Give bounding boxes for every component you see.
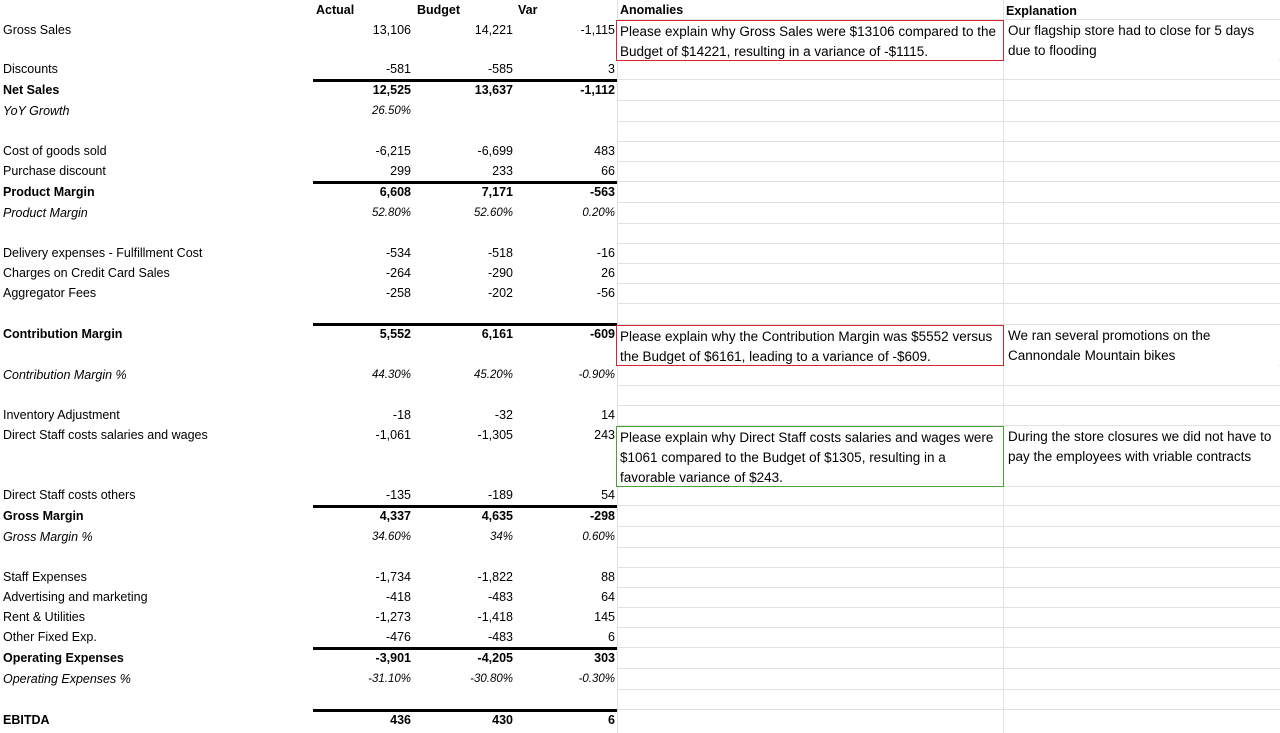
anomaly-note-contribution-margin[interactable]: Please explain why the Contribution Margin was $5552 versus the Budget of $6161, leading to a variance of -$609. (616, 325, 1004, 366)
var-cell[interactable]: -298 (589, 509, 615, 523)
grid-line (617, 202, 1280, 203)
budget-cell[interactable]: -4,205 (477, 651, 513, 665)
actual-cell[interactable]: -31.10% (368, 673, 411, 685)
actual-cell[interactable]: -1,061 (375, 428, 411, 442)
header-var: Var (518, 3, 538, 17)
explanation-gross-sales[interactable]: Our flagship store had to close for 5 days due to flooding (1005, 21, 1279, 61)
header-budget: Budget (417, 3, 461, 17)
actual-cell[interactable]: 299 (390, 164, 411, 178)
actual-cell[interactable]: -258 (385, 286, 411, 300)
budget-cell[interactable]: -1,305 (477, 428, 513, 442)
budget-cell[interactable]: 7,171 (481, 185, 513, 199)
actual-cell[interactable]: -264 (385, 266, 411, 280)
row-label[interactable]: Delivery expenses - Fulfillment Cost (3, 246, 203, 260)
actual-cell[interactable]: 44.30% (371, 369, 411, 381)
var-cell[interactable]: -0.90% (578, 369, 615, 381)
grid-line (617, 121, 1280, 122)
actual-cell[interactable]: -476 (385, 630, 411, 644)
explanation-contribution-margin[interactable]: We ran several promotions on the Cannondale Mountain bikes (1005, 326, 1279, 366)
grid-line (617, 647, 1280, 648)
grid-line (617, 100, 1280, 101)
row-label[interactable]: Contribution Margin % (3, 368, 127, 382)
grid-line (617, 181, 1280, 182)
budget-cell[interactable]: -518 (487, 246, 513, 260)
grid-line (617, 263, 1280, 264)
budget-cell[interactable]: 4,635 (481, 509, 513, 523)
var-cell[interactable]: -1,112 (580, 83, 615, 97)
actual-cell[interactable]: 5,552 (379, 327, 411, 341)
grid-line (617, 567, 1280, 568)
row-label[interactable]: Direct Staff costs others (3, 488, 136, 502)
row-label[interactable]: Aggregator Fees (3, 286, 97, 300)
var-cell[interactable]: 66 (601, 164, 615, 178)
budget-cell[interactable]: -1,822 (477, 570, 513, 584)
grid-line (617, 689, 1280, 690)
budget-cell[interactable]: -30.80% (470, 673, 513, 685)
grid-line (617, 709, 1280, 710)
budget-cell[interactable]: 14,221 (474, 23, 513, 37)
grid-line (617, 79, 1280, 80)
var-cell[interactable]: 64 (601, 590, 615, 604)
row-label[interactable]: Direct Staff costs salaries and wages (3, 428, 208, 442)
var-cell[interactable]: 54 (601, 488, 615, 502)
grid-line (617, 607, 1280, 608)
actual-cell[interactable]: 52.80% (371, 207, 411, 219)
anomaly-note-gross-sales[interactable]: Please explain why Gross Sales were $13106 compared to the Budget of $14221, resulting in a variance of -$1115. (616, 20, 1004, 61)
budget-cell[interactable]: 430 (492, 713, 513, 727)
actual-cell[interactable]: -6,215 (375, 144, 411, 158)
row-label[interactable]: Gross Margin % (3, 530, 93, 544)
budget-cell[interactable]: -6,699 (477, 144, 513, 158)
actual-cell[interactable]: 13,106 (372, 23, 411, 37)
budget-cell[interactable]: 34% (489, 531, 513, 543)
var-cell[interactable]: 6 (608, 713, 615, 727)
budget-cell[interactable]: 6,161 (481, 327, 513, 341)
grid-col-divider (1003, 0, 1004, 733)
budget-cell[interactable]: -585 (487, 62, 513, 76)
var-cell[interactable]: 145 (594, 610, 615, 624)
var-cell[interactable]: 14 (601, 408, 615, 422)
anomaly-note-direct-staff-costs[interactable]: Please explain why Direct Staff costs salaries and wages were $1061 compared to the Budget of $1305, resulting in a favorable variance of $243. (616, 426, 1004, 487)
actual-cell[interactable]: 12,525 (372, 83, 411, 97)
grid-line (617, 505, 1280, 506)
row-label[interactable]: Inventory Adjustment (3, 408, 120, 422)
actual-cell[interactable]: -581 (385, 62, 411, 76)
grid-col-divider (617, 0, 618, 733)
grid-line (617, 405, 1280, 406)
row-label[interactable]: Staff Expenses (3, 570, 87, 584)
grid-line (617, 283, 1280, 284)
var-cell[interactable]: -609 (589, 327, 615, 341)
actual-cell[interactable]: -3,901 (375, 651, 411, 665)
grid-line (617, 223, 1280, 224)
row-label[interactable]: Product Margin (3, 206, 88, 220)
row-label[interactable]: Operating Expenses (3, 651, 124, 665)
actual-cell[interactable]: -418 (385, 590, 411, 604)
var-cell[interactable]: 243 (594, 428, 615, 442)
row-label[interactable]: Rent & Utilities (3, 610, 85, 624)
budget-cell[interactable]: -483 (487, 590, 513, 604)
grid-line (617, 243, 1280, 244)
row-label[interactable]: Gross Margin (3, 509, 84, 523)
var-cell[interactable]: -563 (589, 185, 615, 199)
grid-line (617, 141, 1280, 142)
budget-cell[interactable]: 45.20% (473, 369, 513, 381)
row-label[interactable]: EBITDA (3, 713, 50, 727)
var-cell[interactable]: 6 (608, 630, 615, 644)
var-cell[interactable]: 88 (601, 570, 615, 584)
explanation-direct-staff-costs[interactable]: During the store closures we did not have to pay the employees with vriable contracts (1005, 427, 1279, 467)
var-cell[interactable]: 0.20% (582, 207, 615, 219)
actual-cell[interactable]: 6,608 (379, 185, 411, 199)
var-cell[interactable]: -0.30% (578, 673, 615, 685)
row-label[interactable]: Operating Expenses % (3, 672, 131, 686)
row-label[interactable]: YoY Growth (3, 104, 70, 118)
grid-line (617, 161, 1280, 162)
var-cell[interactable]: 0.60% (582, 531, 615, 543)
header-actual: Actual (316, 3, 355, 17)
budget-cell[interactable]: -290 (487, 266, 513, 280)
budget-cell[interactable]: 13,637 (474, 83, 513, 97)
row-label[interactable]: Charges on Credit Card Sales (3, 266, 170, 280)
var-cell[interactable]: 303 (594, 651, 615, 665)
actual-cell[interactable]: -135 (385, 488, 411, 502)
var-cell[interactable]: -1,115 (580, 23, 615, 37)
var-cell[interactable]: -16 (596, 246, 615, 260)
grid-line (617, 547, 1280, 548)
actual-cell[interactable]: -534 (385, 246, 411, 260)
row-label[interactable]: Discounts (3, 62, 58, 76)
var-cell[interactable]: 483 (594, 144, 615, 158)
budget-cell[interactable]: -202 (487, 286, 513, 300)
row-label[interactable]: Advertising and marketing (3, 590, 148, 604)
row-label[interactable]: Product Margin (3, 185, 95, 199)
row-label[interactable]: Net Sales (3, 83, 60, 97)
row-label[interactable]: Cost of goods sold (3, 144, 107, 158)
grid-line (617, 526, 1280, 527)
budget-cell[interactable]: 52.60% (473, 207, 513, 219)
actual-cell[interactable]: 4,337 (379, 509, 411, 523)
grid-line (617, 385, 1280, 386)
var-cell[interactable]: 3 (608, 62, 615, 76)
var-cell[interactable]: 26 (601, 266, 615, 280)
var-cell[interactable]: -56 (596, 286, 615, 300)
budget-cell[interactable]: -483 (487, 630, 513, 644)
header-explanation: Explanation (1006, 4, 1077, 18)
actual-cell[interactable]: 26.50% (371, 105, 411, 117)
grid-line (617, 587, 1280, 588)
grid-line (617, 627, 1280, 628)
actual-cell[interactable]: 34.60% (371, 531, 411, 543)
budget-cell[interactable]: -1,418 (477, 610, 513, 624)
actual-cell[interactable]: -18 (392, 408, 411, 422)
budget-cell[interactable]: -32 (494, 408, 513, 422)
budget-cell[interactable]: -189 (487, 488, 513, 502)
actual-cell[interactable]: 436 (390, 713, 411, 727)
actual-cell[interactable]: -1,273 (375, 610, 411, 624)
row-label[interactable]: Contribution Margin (3, 327, 123, 341)
row-label[interactable]: Purchase discount (3, 164, 106, 178)
header-anomalies: Anomalies (620, 3, 684, 17)
row-label[interactable]: Gross Sales (3, 23, 72, 37)
row-label[interactable]: Other Fixed Exp. (3, 630, 97, 644)
budget-cell[interactable]: 233 (492, 164, 513, 178)
actual-cell[interactable]: -1,734 (375, 570, 411, 584)
grid-line (617, 303, 1280, 304)
grid-line (617, 668, 1280, 669)
